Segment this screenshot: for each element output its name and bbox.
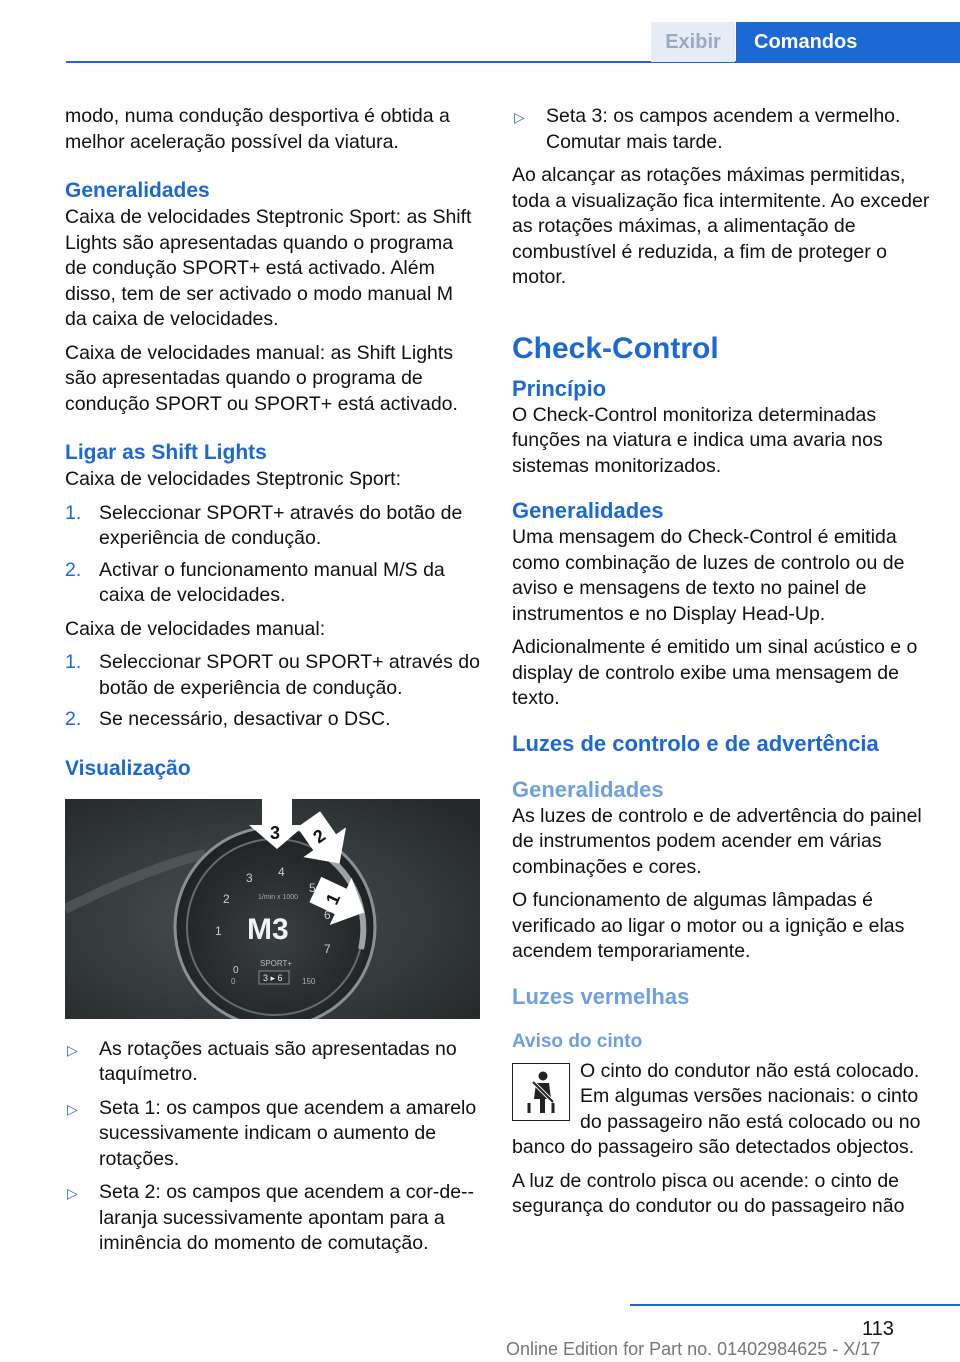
paragraph-cinto: O cinto do condutor não está colocado. Em algumas versões nacionais: o cinto do passageiro não está colocado ou no banco do passageiro são detectados objectos. — [512, 1059, 921, 1158]
tab-exibir[interactable]: Exibir — [651, 22, 735, 62]
paragraph-luzes-1: As luzes de controlo e de advertência do painel de instrumentos podem acender em várias combinações e cores. — [512, 804, 922, 878]
paragraph-manual: Caixa de velocidades manual: as Shift Lights são apresentadas quando o programa de condução SPORT ou SPORT+ está activado. — [65, 341, 458, 415]
heading-generalidades-right: Generalidades — [512, 498, 664, 523]
footer-rule — [630, 1304, 960, 1306]
heading-aviso-cinto: Aviso do cinto — [512, 1030, 643, 1052]
list-text: Seta 1: os campos que acendem a amarelo sucessivamente indicam o aumento de rotações. — [99, 1096, 477, 1170]
list-item — [65, 1180, 480, 1257]
list-item — [65, 1096, 480, 1173]
gear-range-label: 3 ▸ 6 — [263, 972, 283, 983]
shift-lights-figure — [65, 799, 480, 1019]
tick-label: 0 — [233, 964, 239, 976]
list-item — [65, 501, 480, 552]
heading-generalidades-luzes: Generalidades — [512, 776, 664, 802]
figure-bullets — [65, 1037, 480, 1257]
right-column — [512, 104, 932, 1228]
heading-luzes-vermelhas: Luzes vermelhas — [512, 983, 690, 1009]
rpm-unit-label: 1/min x 1000 — [258, 893, 299, 901]
paragraph-principio: O Check-Control monitoriza determinadas funções na viatura e indica uma avaria nos sistemas monitorizados. — [512, 403, 883, 477]
triangle-bullet-icon: ▷ — [67, 1185, 78, 1201]
paragraph-steptronic: Caixa de velocidades Steptronic Sport: as Shift Lights são apresentadas quando o programa de condução SPORT+ está activado. Além disso, tem de ser activado o modo manual M da caixa de velocidades. — [65, 206, 472, 330]
tick-label: 1 — [215, 923, 222, 938]
heading-generalidades: Generalidades — [65, 179, 210, 202]
tick-label: 5 — [309, 880, 316, 895]
arrow-2-label: 2 — [309, 824, 330, 847]
paragraph-check-general-1: Uma mensagem do Check-Control é emitida como combinação de luzes de controlo ou de aviso e mensagens de texto no painel de instrumentos e no Display Head-Up. — [512, 526, 905, 625]
tick-label: 2 — [223, 891, 230, 906]
continued-bullets — [512, 104, 932, 155]
paragraph-check-general-2: Adicionalmente é emitido um sinal acústico e o display de controlo exibe uma mensagem de texto. — [512, 636, 918, 709]
list-number: 1. — [65, 651, 82, 673]
tachometer-illustration — [65, 799, 480, 1019]
left-column — [65, 104, 480, 1265]
list-text: Se necessário, desactivar o DSC. — [99, 708, 391, 730]
speed-max-label: 150 — [302, 976, 316, 986]
speed-min-label: 0 — [231, 976, 236, 986]
heading-ligar-shift-lights: Ligar as Shift Lights — [65, 441, 267, 464]
heading-luzes-controlo: Luzes de controlo e de advertência — [512, 730, 879, 756]
seatbelt-warning-icon — [512, 1063, 570, 1121]
intro-paragraph: modo, numa condução desportiva é obtida a melhor aceleração possível da viatura. — [65, 105, 450, 153]
paragraph-luzes-2: O funcionamento de algumas lâmpadas é verificado ao ligar o motor ou a ignição e elas acendem temporariamente. — [512, 889, 905, 962]
list-text: Seta 2: os campos que acendem a cor-de--laranja sucessivamente apontam para a iminência do momento de comutação. — [99, 1181, 475, 1254]
list-steptronic — [65, 501, 480, 609]
list-item — [65, 707, 480, 733]
heading-principio: Princípio — [512, 375, 607, 401]
heading-visualizacao: Visualização — [65, 756, 191, 780]
paragraph-steptronic-label: Caixa de velocidades Steptronic Sport: — [65, 468, 402, 490]
list-text: Seleccionar SPORT ou SPORT+ através do botão de experiência de condução. — [99, 651, 480, 699]
list-number: 1. — [65, 501, 82, 524]
seatbelt-warning-block — [512, 1055, 932, 1169]
footer-edition: Online Edition for Part no. 01402984625 - X/17 — [506, 1339, 881, 1359]
list-text: Seleccionar SPORT+ através do botão de experiência de condução. — [99, 501, 463, 549]
list-text: Activar o funcionamento manual M/S da caixa de velocidades. — [99, 558, 445, 606]
tab-comandos[interactable]: Comandos — [736, 22, 960, 62]
tick-label: 6 — [324, 907, 331, 922]
triangle-bullet-icon: ▷ — [67, 1041, 78, 1058]
arrow-3-label: 3 — [270, 822, 281, 843]
tick-label: 4 — [278, 864, 285, 879]
list-text: As rotações actuais são apresentadas no taquímetro. — [99, 1037, 457, 1085]
tick-label: 3 — [246, 870, 253, 885]
gear-indicator: M3 — [247, 912, 289, 946]
list-item — [65, 1037, 480, 1088]
paragraph-max-rpm: Ao alcançar as rotações máximas permitidas, toda a visualização fica intermitente. Ao exceder as rotações máximas, a alimentação de combustível é reduzida, a fim de proteger o motor. — [512, 164, 930, 288]
triangle-bullet-icon: ▷ — [67, 1100, 78, 1117]
triangle-bullet-icon: ▷ — [514, 109, 525, 125]
page-number: 113 — [862, 1318, 894, 1340]
mode-label: SPORT+ — [260, 958, 293, 968]
list-item — [65, 650, 480, 701]
paragraph-pisca: A luz de controlo pisca ou acende: o cinto de segurança do condutor ou do passageiro não — [512, 1169, 905, 1217]
list-number: 2. — [65, 558, 82, 581]
list-manual — [65, 650, 480, 733]
heading-check-control: Check-Control — [512, 331, 719, 365]
paragraph-manual-label: Caixa de velocidades manual: — [65, 617, 326, 640]
arrow-1-label: 1 — [321, 889, 345, 908]
tick-label: 7 — [324, 941, 331, 956]
list-item — [65, 558, 480, 609]
list-number: 2. — [65, 708, 82, 730]
list-item — [512, 104, 932, 155]
list-text: Seta 3: os campos acendem a vermelho. Comutar mais tarde. — [546, 105, 901, 153]
